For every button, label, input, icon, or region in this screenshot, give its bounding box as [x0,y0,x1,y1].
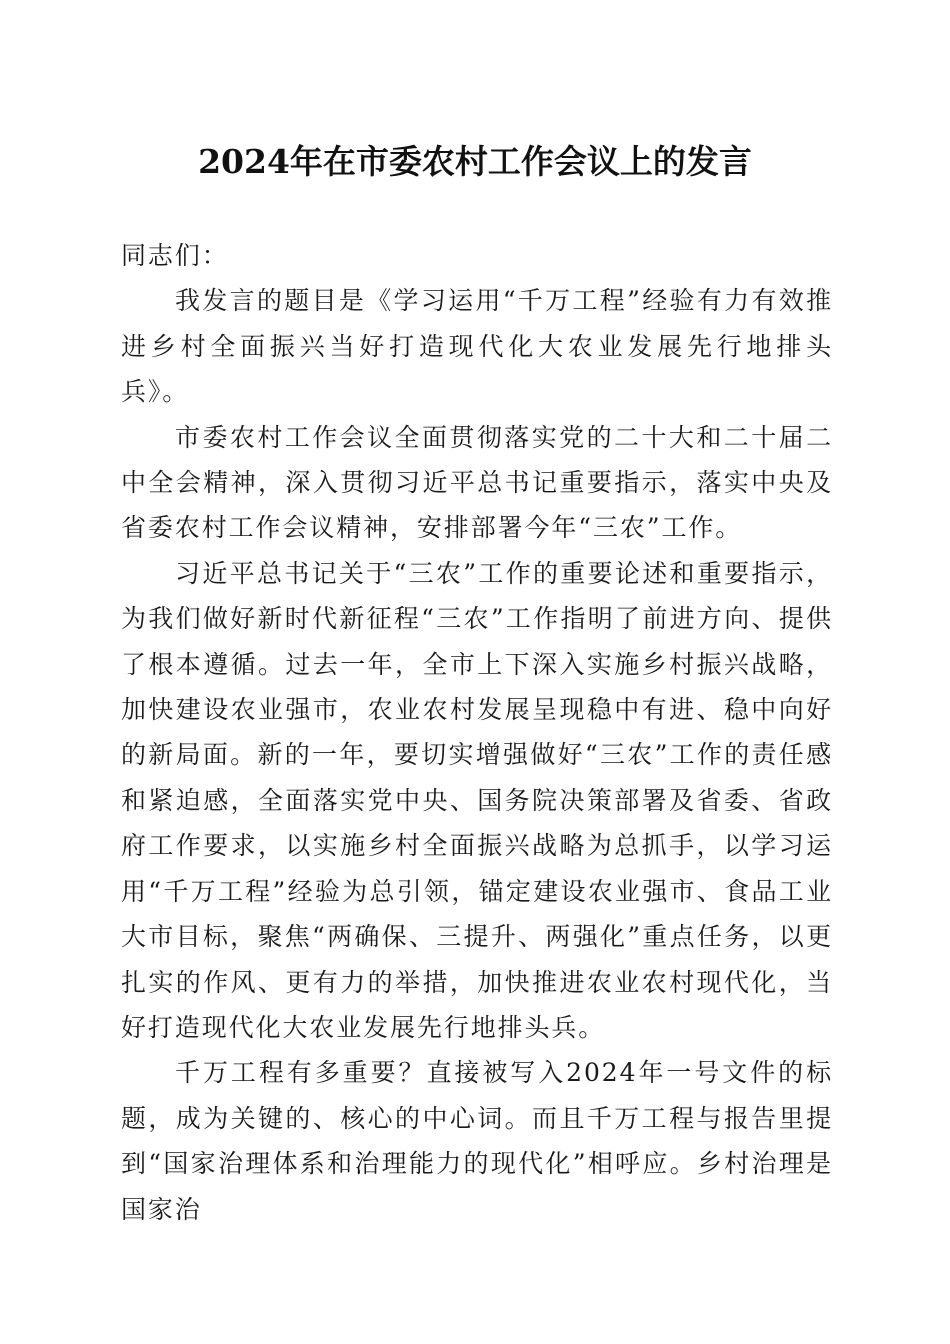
document-title: 2024年在市委农村工作会议上的发言 [198,142,752,181]
salutation: 同志们： [121,241,229,270]
paragraph-meeting-summary: 市委农村工作会议全面贯彻落实党的二十大和二十届二中全会精神，深入贯彻习近平总书记重要指示，落实中央及省委农村工作会议精神，安排部署今年“三农”工作。 [121,422,833,543]
paragraph-instructions: 习近平总书记关于“三农”工作的重要论述和重要指示，为我们做好新时代新征程“三农”工作指明了前进方向、提供了根本遵循。过去一年，全市上下深入实施乡村振兴战略，加快建设农业强市，农业农村发展呈现稳中有进、稳中向好的新局面。新的一年，要切实增强做好“三农”工作的责任感和紧迫感，全面落实党中央、国务院决策部署及省委、省政府工作要求，以实施乡村全面振兴战略为总抓手，以学习运用“千万工程”经验为总引领，锚定建设农业强市、食品工业大市目标，聚焦“两确保、三提升、两强化”重点任务，以更扎实的作风、更有力的举措，加快推进农业农村现代化，当好打造现代化大农业发展先行地排头兵。 [121,558,833,1042]
document-body [121,233,833,1232]
paragraph-project-importance: 千万工程有多重要？直接被写入2024年一号文件的标题，成为关键的、核心的中心词。而且千万工程与报告里提到“国家治理体系和治理能力的现代化”相呼应。乡村治理是国家治 [121,1058,833,1224]
paragraph-speech-topic: 我发言的题目是《学习运用“千万工程”经验有力有效推进乡村全面振兴当好打造现代化大农业发展先行地排头兵》。 [121,286,833,407]
